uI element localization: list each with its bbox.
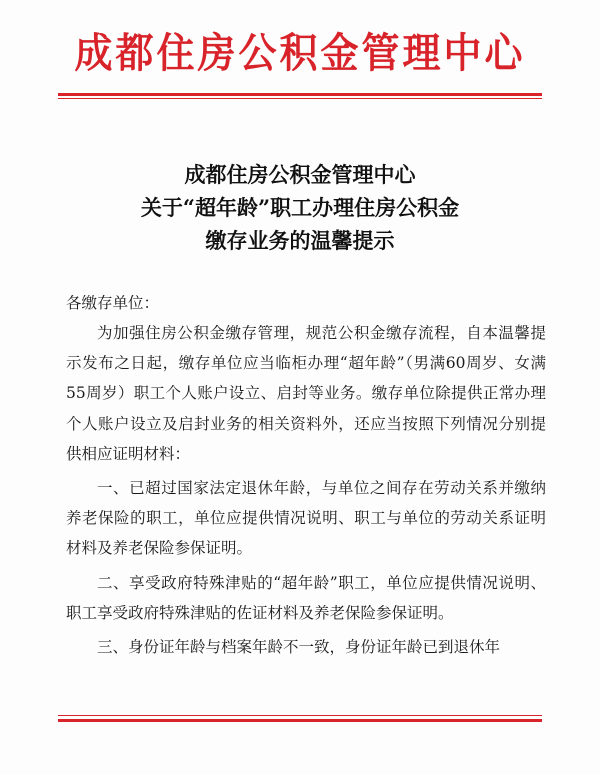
paragraph-item-3: 三、身份证年龄与档案年龄不一致，身份证年龄已到退休年 bbox=[97, 638, 501, 657]
paragraph-item-1: 一、已超过国家法定退休年龄，与单位之间存在劳动关系并缴纳养老保险的职工，单位应提供情况说明、职工与单位的劳动关系证明材料及养老保险参保证明。 bbox=[66, 479, 546, 558]
paragraph-intro: 为加强住房公积金缴存管理，规范公积金缴存流程，自本温馨提示发布之日起，缴存单位应当临柜办理“超年龄”（男满60周岁、女满55周岁）职工个人账户设立、启封等业务。缴存单位除提供正常办理个人账户设立及启封业务的相关资料外，还应当按照下列情况分别提供相应证明材料： bbox=[66, 324, 546, 463]
letterhead-org-name: 成都住房公积金管理中心 bbox=[74, 29, 526, 77]
title-line-1: 成都住房公积金管理中心 bbox=[184, 162, 416, 187]
body-text bbox=[66, 318, 546, 666]
footer-red-rule-thin bbox=[58, 715, 542, 716]
salutation: 各缴存单位： bbox=[66, 294, 160, 312]
letterhead-red-rule-thick bbox=[58, 93, 542, 96]
paragraph-item-2: 二、享受政府特殊津贴的“超年龄”职工，单位应提供情况说明、职工享受政府特殊津贴的佐证材料及养老保险参保证明。 bbox=[66, 573, 546, 622]
footer-red-rule-thick bbox=[58, 719, 542, 722]
title-line-3: 缴存业务的温馨提示 bbox=[205, 228, 395, 253]
document-title bbox=[60, 158, 540, 257]
title-line-2: 关于“超年龄”职工办理住房公积金 bbox=[140, 195, 460, 220]
letterhead-red-rule-thin bbox=[58, 98, 542, 99]
